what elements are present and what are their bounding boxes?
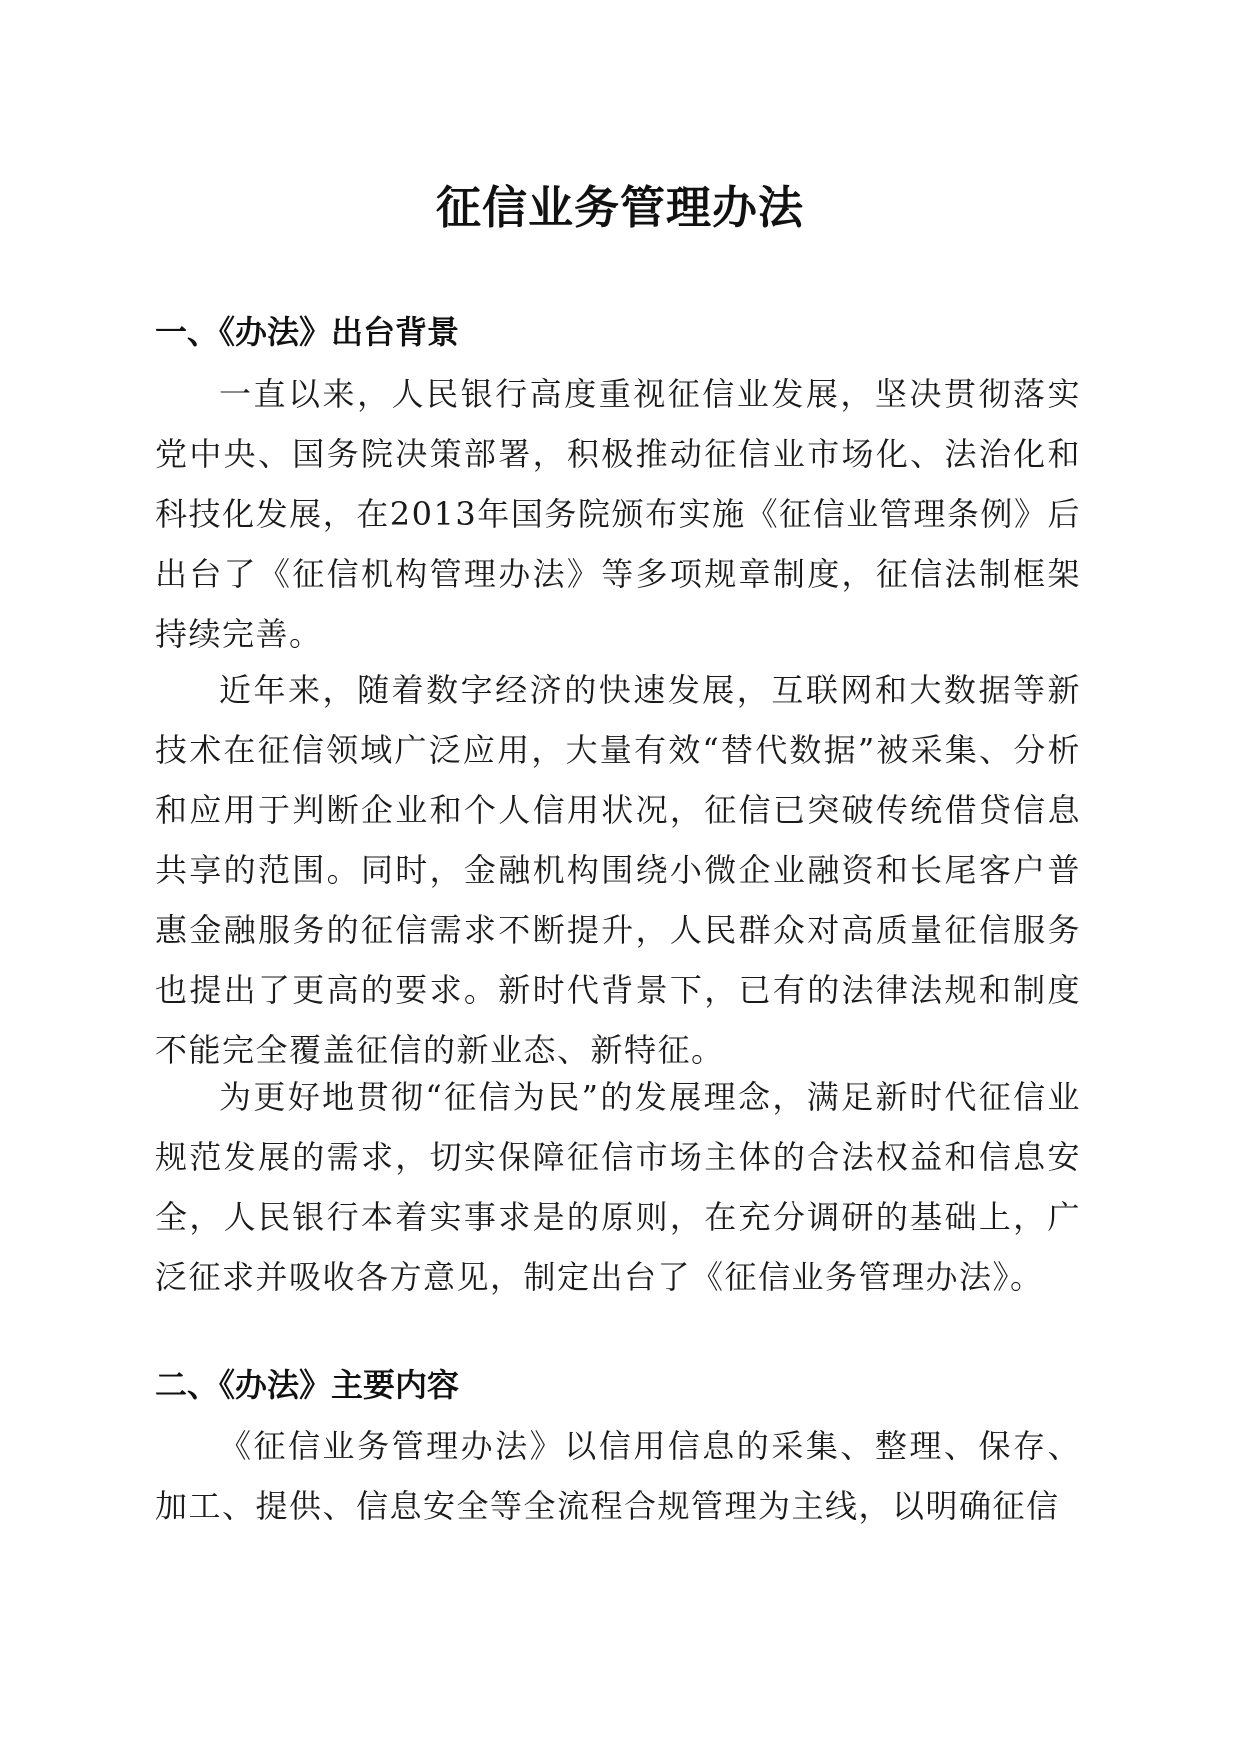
document-title: 征信业务管理办法: [435, 181, 804, 234]
paragraph-background-2: 近年来，随着数字经济的快速发展，互联网和大数据等新技术在征信领域广泛应用，大量有效“替代数据”被采集、分析和应用于判断企业和个人信用状况，征信已突破传统借贷信息共享的范围。同时，金融机构围绕小微企业融资和长尾客户普惠金融服务的征信需求不断提升，人民群众对高质量征信服务也提出了更高的要求。新时代背景下，已有的法律法规和制度不能完全覆盖征信的新业态、新特征。: [155, 671, 1081, 1069]
section-heading-main-content: 二、《办法》主要内容: [155, 1366, 460, 1404]
paragraph-main-content-1: 《征信业务管理办法》以信用信息的采集、整理、保存、加工、提供、信息安全等全流程合规管理为主线，以明确征信: [155, 1427, 1081, 1525]
paragraph-background-1: 一直以来，人民银行高度重视征信业发展，坚决贯彻落实党中央、国务院决策部署，积极推动征信业市场化、法治化和科技化发展，在2013年国务院颁布实施《征信业管理条例》后出台了《征信机构管理办法》等多项规章制度，征信法制框架持续完善。: [155, 375, 1081, 653]
paragraph-background-3: 为更好地贯彻“征信为民”的发展理念，满足新时代征信业规范发展的需求，切实保障征信市场主体的合法权益和信息安全，人民银行本着实事求是的原则，在充分调研的基础上，广泛征求并吸收各方意见，制定出台了《征信业务管理办法》。: [155, 1078, 1081, 1296]
section-heading-background: 一、《办法》出台背景: [155, 313, 460, 351]
